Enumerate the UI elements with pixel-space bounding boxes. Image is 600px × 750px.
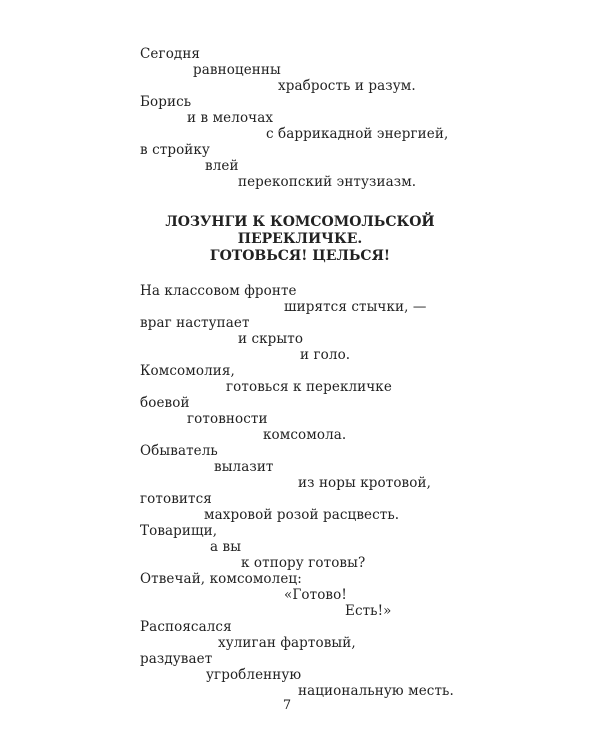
poem-line: раздувает xyxy=(140,651,213,667)
poem-line: угробленную xyxy=(206,667,302,683)
poem-line: храбрость и разум. xyxy=(278,78,416,94)
poem-line: готовности xyxy=(187,411,268,427)
poem-line: махровой розой расцвесть. xyxy=(204,507,400,523)
poem-line: комсомола. xyxy=(263,427,347,443)
poem-line: хулиган фартовый, xyxy=(218,635,356,651)
poem-title-line-2: ПЕРЕКЛИЧКЕ. xyxy=(237,231,363,247)
poem-title-line-1: ЛОЗУНГИ К КОМСОМОЛЬСКОЙ xyxy=(165,214,435,230)
poem-line: Обыватель xyxy=(140,443,218,459)
poem-line: Борись xyxy=(140,94,192,110)
poem-line: боевой xyxy=(140,395,190,411)
page-number: 7 xyxy=(282,698,292,713)
poem-line: вылазит xyxy=(214,459,274,475)
poem-line: Есть!» xyxy=(345,603,392,619)
poem-line: влей xyxy=(205,158,239,174)
poem-line: с баррикадной энергией, xyxy=(266,126,449,142)
poem-line: к отпору готовы? xyxy=(241,555,366,571)
poem-line: Товарищи, xyxy=(140,523,218,539)
poem-line: перекопский энтузиазм. xyxy=(238,174,417,190)
poem-line: На классовом фронте xyxy=(140,283,297,299)
poem-line: национальную месть. xyxy=(298,683,454,699)
poem-line: готовься к перекличке xyxy=(226,379,392,395)
poem-line: готовится xyxy=(140,491,212,507)
poem-line: ширятся стычки, — xyxy=(284,299,427,315)
poem-line: Комсомолия, xyxy=(140,363,235,379)
poem-line: и скрыто xyxy=(238,331,304,347)
poem-line: из норы кротовой, xyxy=(298,475,431,491)
poem-line: равноценны xyxy=(193,62,281,78)
poem-title-line-3: ГОТОВЬСЯ! ЦЕЛЬСЯ! xyxy=(209,248,391,264)
poem-line: в стройку xyxy=(140,142,210,158)
poem-line: враг наступает xyxy=(140,315,250,331)
poem-line: и голо. xyxy=(300,347,351,363)
poem-line: Отвечай, комсомолец: xyxy=(140,571,302,587)
poem-line: Распоясался xyxy=(140,619,232,635)
poem-line: «Готово! xyxy=(284,587,347,603)
poem-line: а вы xyxy=(210,539,242,555)
poem-line: Сегодня xyxy=(140,46,201,62)
poem-line: и в мелочах xyxy=(187,110,274,126)
